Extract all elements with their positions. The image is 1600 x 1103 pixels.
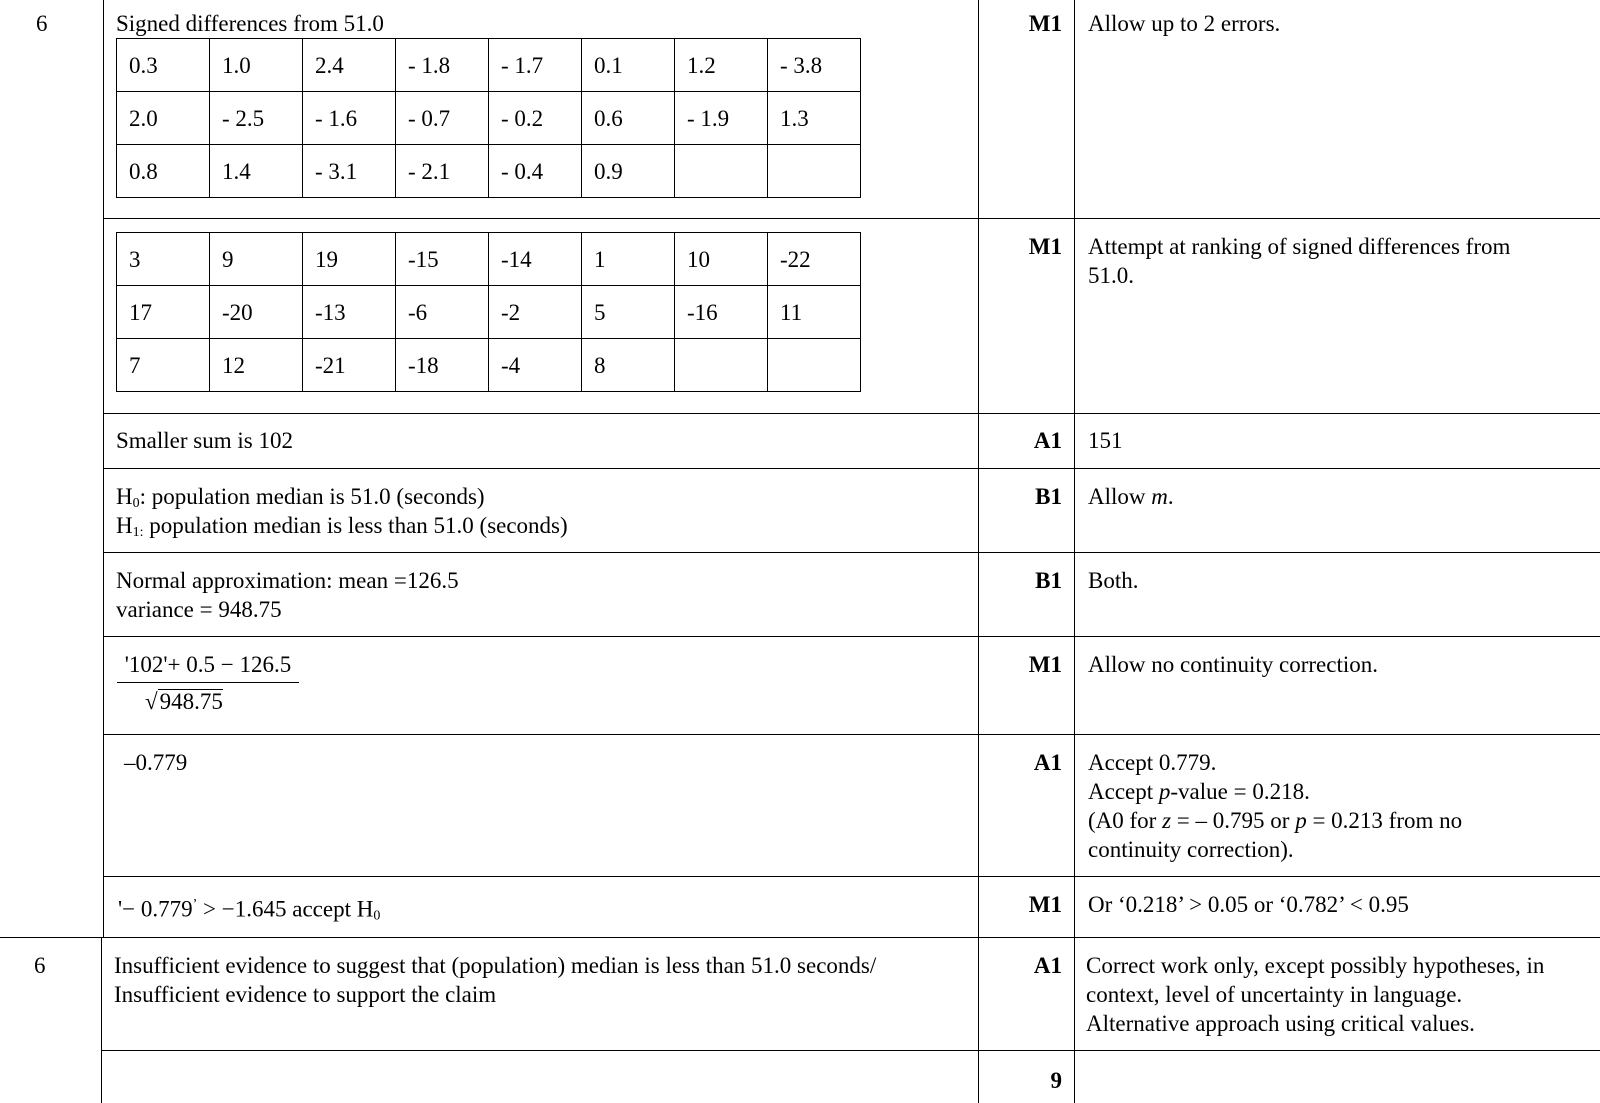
guidance-text: Accept 0.779. xyxy=(1088,750,1217,775)
mark: A1 xyxy=(1033,750,1062,775)
mark: B1 xyxy=(1035,484,1062,509)
table-row xyxy=(117,145,861,198)
guidance-part: -value = 0.218. xyxy=(1170,779,1310,804)
table-cell: 17 xyxy=(117,286,210,339)
divider xyxy=(103,734,1600,735)
guidance-italic: z xyxy=(1162,808,1172,833)
conclusion-line-2: Insufficient evidence to support the claim xyxy=(114,982,497,1007)
table-cell: 2.4 xyxy=(303,39,396,92)
table-cell: 1.3 xyxy=(768,92,861,145)
signed-differences-table xyxy=(116,38,861,198)
normal-approx-variance: variance = 948.75 xyxy=(116,597,282,622)
table-cell: - 3.8 xyxy=(768,39,861,92)
mark: B1 xyxy=(1035,568,1062,593)
table-cell: - 1.9 xyxy=(675,92,768,145)
table-cell: -21 xyxy=(303,339,396,392)
smaller-sum-text: Smaller sum is 102 xyxy=(116,428,293,453)
guidance-text: Alternative approach using critical values. xyxy=(1086,1011,1475,1036)
guidance-text: Or ‘0.218’ > 0.05 or ‘0.782’ < 0.95 xyxy=(1088,892,1409,917)
h1-symbol: H xyxy=(116,513,133,538)
table-cell: - 2.1 xyxy=(396,145,489,198)
table-cell: -22 xyxy=(768,233,861,286)
guidance-part: = – 0.795 or xyxy=(1171,808,1296,833)
mark: M1 xyxy=(1028,234,1062,259)
table-cell: -4 xyxy=(489,339,582,392)
table-cell: 7 xyxy=(117,339,210,392)
guidance-text xyxy=(1088,806,1462,835)
comparison-rest: > −1.645 accept H xyxy=(197,896,374,922)
guidance-italic: p xyxy=(1158,779,1171,804)
table-cell: 1.2 xyxy=(675,39,768,92)
h1-subscript: 1: xyxy=(132,525,144,540)
fraction-bar xyxy=(117,682,299,683)
table-cell xyxy=(675,339,768,392)
guidance-italic: m xyxy=(1151,484,1168,509)
table-cell: 3 xyxy=(117,233,210,286)
table-row xyxy=(117,286,861,339)
comparison-value: '− 0.779 xyxy=(118,896,193,922)
comparison-subscript: 0 xyxy=(373,908,381,924)
table-row xyxy=(117,233,861,286)
question-number: 6 xyxy=(34,953,46,978)
h0-text: : population median is 51.0 (seconds) xyxy=(139,484,485,509)
mark: A1 xyxy=(1033,428,1062,453)
table-cell xyxy=(768,339,861,392)
guidance-italic: p xyxy=(1295,808,1307,833)
table-cell: 0.3 xyxy=(117,39,210,92)
table-cell: -20 xyxy=(210,286,303,339)
sqrt-radicand: 948.75 xyxy=(159,689,223,714)
mark: M1 xyxy=(1028,11,1062,36)
table-cell: -13 xyxy=(303,286,396,339)
table-cell: -6 xyxy=(396,286,489,339)
divider xyxy=(103,876,1600,877)
h0-subscript: 0 xyxy=(132,496,140,511)
alternative-hypothesis xyxy=(116,511,568,540)
mark: M1 xyxy=(1028,892,1062,917)
divider xyxy=(103,413,1600,414)
table-cell: 12 xyxy=(210,339,303,392)
table-cell: -16 xyxy=(675,286,768,339)
table-cell: - 1.6 xyxy=(303,92,396,145)
table-cell: 0.1 xyxy=(582,39,675,92)
table-cell: 2.0 xyxy=(117,92,210,145)
total-marks: 9 xyxy=(1050,1068,1062,1093)
h1-text: population median is less than 51.0 (seconds) xyxy=(143,513,568,538)
table-cell: 0.9 xyxy=(582,145,675,198)
guidance-part: = 0.213 from no xyxy=(1306,808,1463,833)
h0-symbol: H xyxy=(116,484,133,509)
table-cell: 19 xyxy=(303,233,396,286)
guidance-text: Correct work only, except possibly hypotheses, in xyxy=(1086,953,1545,978)
guidance-text xyxy=(1088,482,1174,511)
table-cell: -14 xyxy=(489,233,582,286)
sqrt-icon: √ xyxy=(145,689,158,714)
table-cell: 1.4 xyxy=(210,145,303,198)
table-cell: -2 xyxy=(489,286,582,339)
conclusion-line-1: Insufficient evidence to suggest that (population) median is less than 51.0 seconds/ xyxy=(114,953,877,978)
table-cell xyxy=(675,145,768,198)
guidance-part: . xyxy=(1167,484,1174,509)
guidance-part: Accept xyxy=(1088,779,1159,804)
table-cell: - 1.7 xyxy=(489,39,582,92)
z-value: –0.779 xyxy=(124,750,188,775)
signed-differences-title: Signed differences from 51.0 xyxy=(116,11,384,36)
comparison xyxy=(118,890,380,924)
table-row xyxy=(117,92,861,145)
table-cell: 0.8 xyxy=(117,145,210,198)
null-hypothesis xyxy=(116,482,485,511)
fraction-denominator xyxy=(117,687,299,716)
guidance-text: Attempt at ranking of signed differences from xyxy=(1088,234,1511,259)
table-cell: -15 xyxy=(396,233,489,286)
guidance-part: Allow xyxy=(1088,484,1152,509)
table-cell: 5 xyxy=(582,286,675,339)
table-cell: -18 xyxy=(396,339,489,392)
z-fraction xyxy=(117,650,299,716)
guidance-text: 151 xyxy=(1088,428,1123,453)
divider xyxy=(101,1050,1600,1051)
comparison-quote: ’ xyxy=(192,897,198,912)
divider xyxy=(103,636,1600,637)
guidance-text: 51.0. xyxy=(1088,263,1134,288)
table-cell: - 0.4 xyxy=(489,145,582,198)
normal-approx-mean: Normal approximation: mean =126.5 xyxy=(116,568,459,593)
table-row xyxy=(117,39,861,92)
divider xyxy=(103,218,1600,219)
table-cell: - 1.8 xyxy=(396,39,489,92)
mark: A1 xyxy=(1033,953,1062,978)
divider xyxy=(101,937,102,1103)
divider xyxy=(0,937,1600,938)
table-cell: - 2.5 xyxy=(210,92,303,145)
fraction-numerator: '102'+ 0.5 − 126.5 xyxy=(124,652,292,677)
guidance-part: (A0 for xyxy=(1088,808,1163,833)
guidance-text: Both. xyxy=(1088,568,1139,593)
table-cell: - 0.2 xyxy=(489,92,582,145)
table-cell: - 0.7 xyxy=(396,92,489,145)
table-cell: 8 xyxy=(582,339,675,392)
guidance-text: continuity correction). xyxy=(1088,837,1294,862)
table-cell: 1 xyxy=(582,233,675,286)
table-cell: - 3.1 xyxy=(303,145,396,198)
divider xyxy=(103,468,1600,469)
table-cell: 9 xyxy=(210,233,303,286)
ranks-table xyxy=(116,232,861,392)
table-cell: 11 xyxy=(768,286,861,339)
guidance-text: Allow up to 2 errors. xyxy=(1088,11,1281,36)
guidance-text xyxy=(1088,777,1310,806)
table-cell: 0.6 xyxy=(582,92,675,145)
guidance-text: context, level of uncertainty in language. xyxy=(1086,982,1463,1007)
guidance-text: Allow no continuity correction. xyxy=(1088,652,1378,677)
table-row xyxy=(117,339,861,392)
mark: M1 xyxy=(1028,652,1062,677)
table-cell: 10 xyxy=(675,233,768,286)
table-cell: 1.0 xyxy=(210,39,303,92)
question-number: 6 xyxy=(36,11,48,36)
table-cell xyxy=(768,145,861,198)
divider xyxy=(103,552,1600,553)
